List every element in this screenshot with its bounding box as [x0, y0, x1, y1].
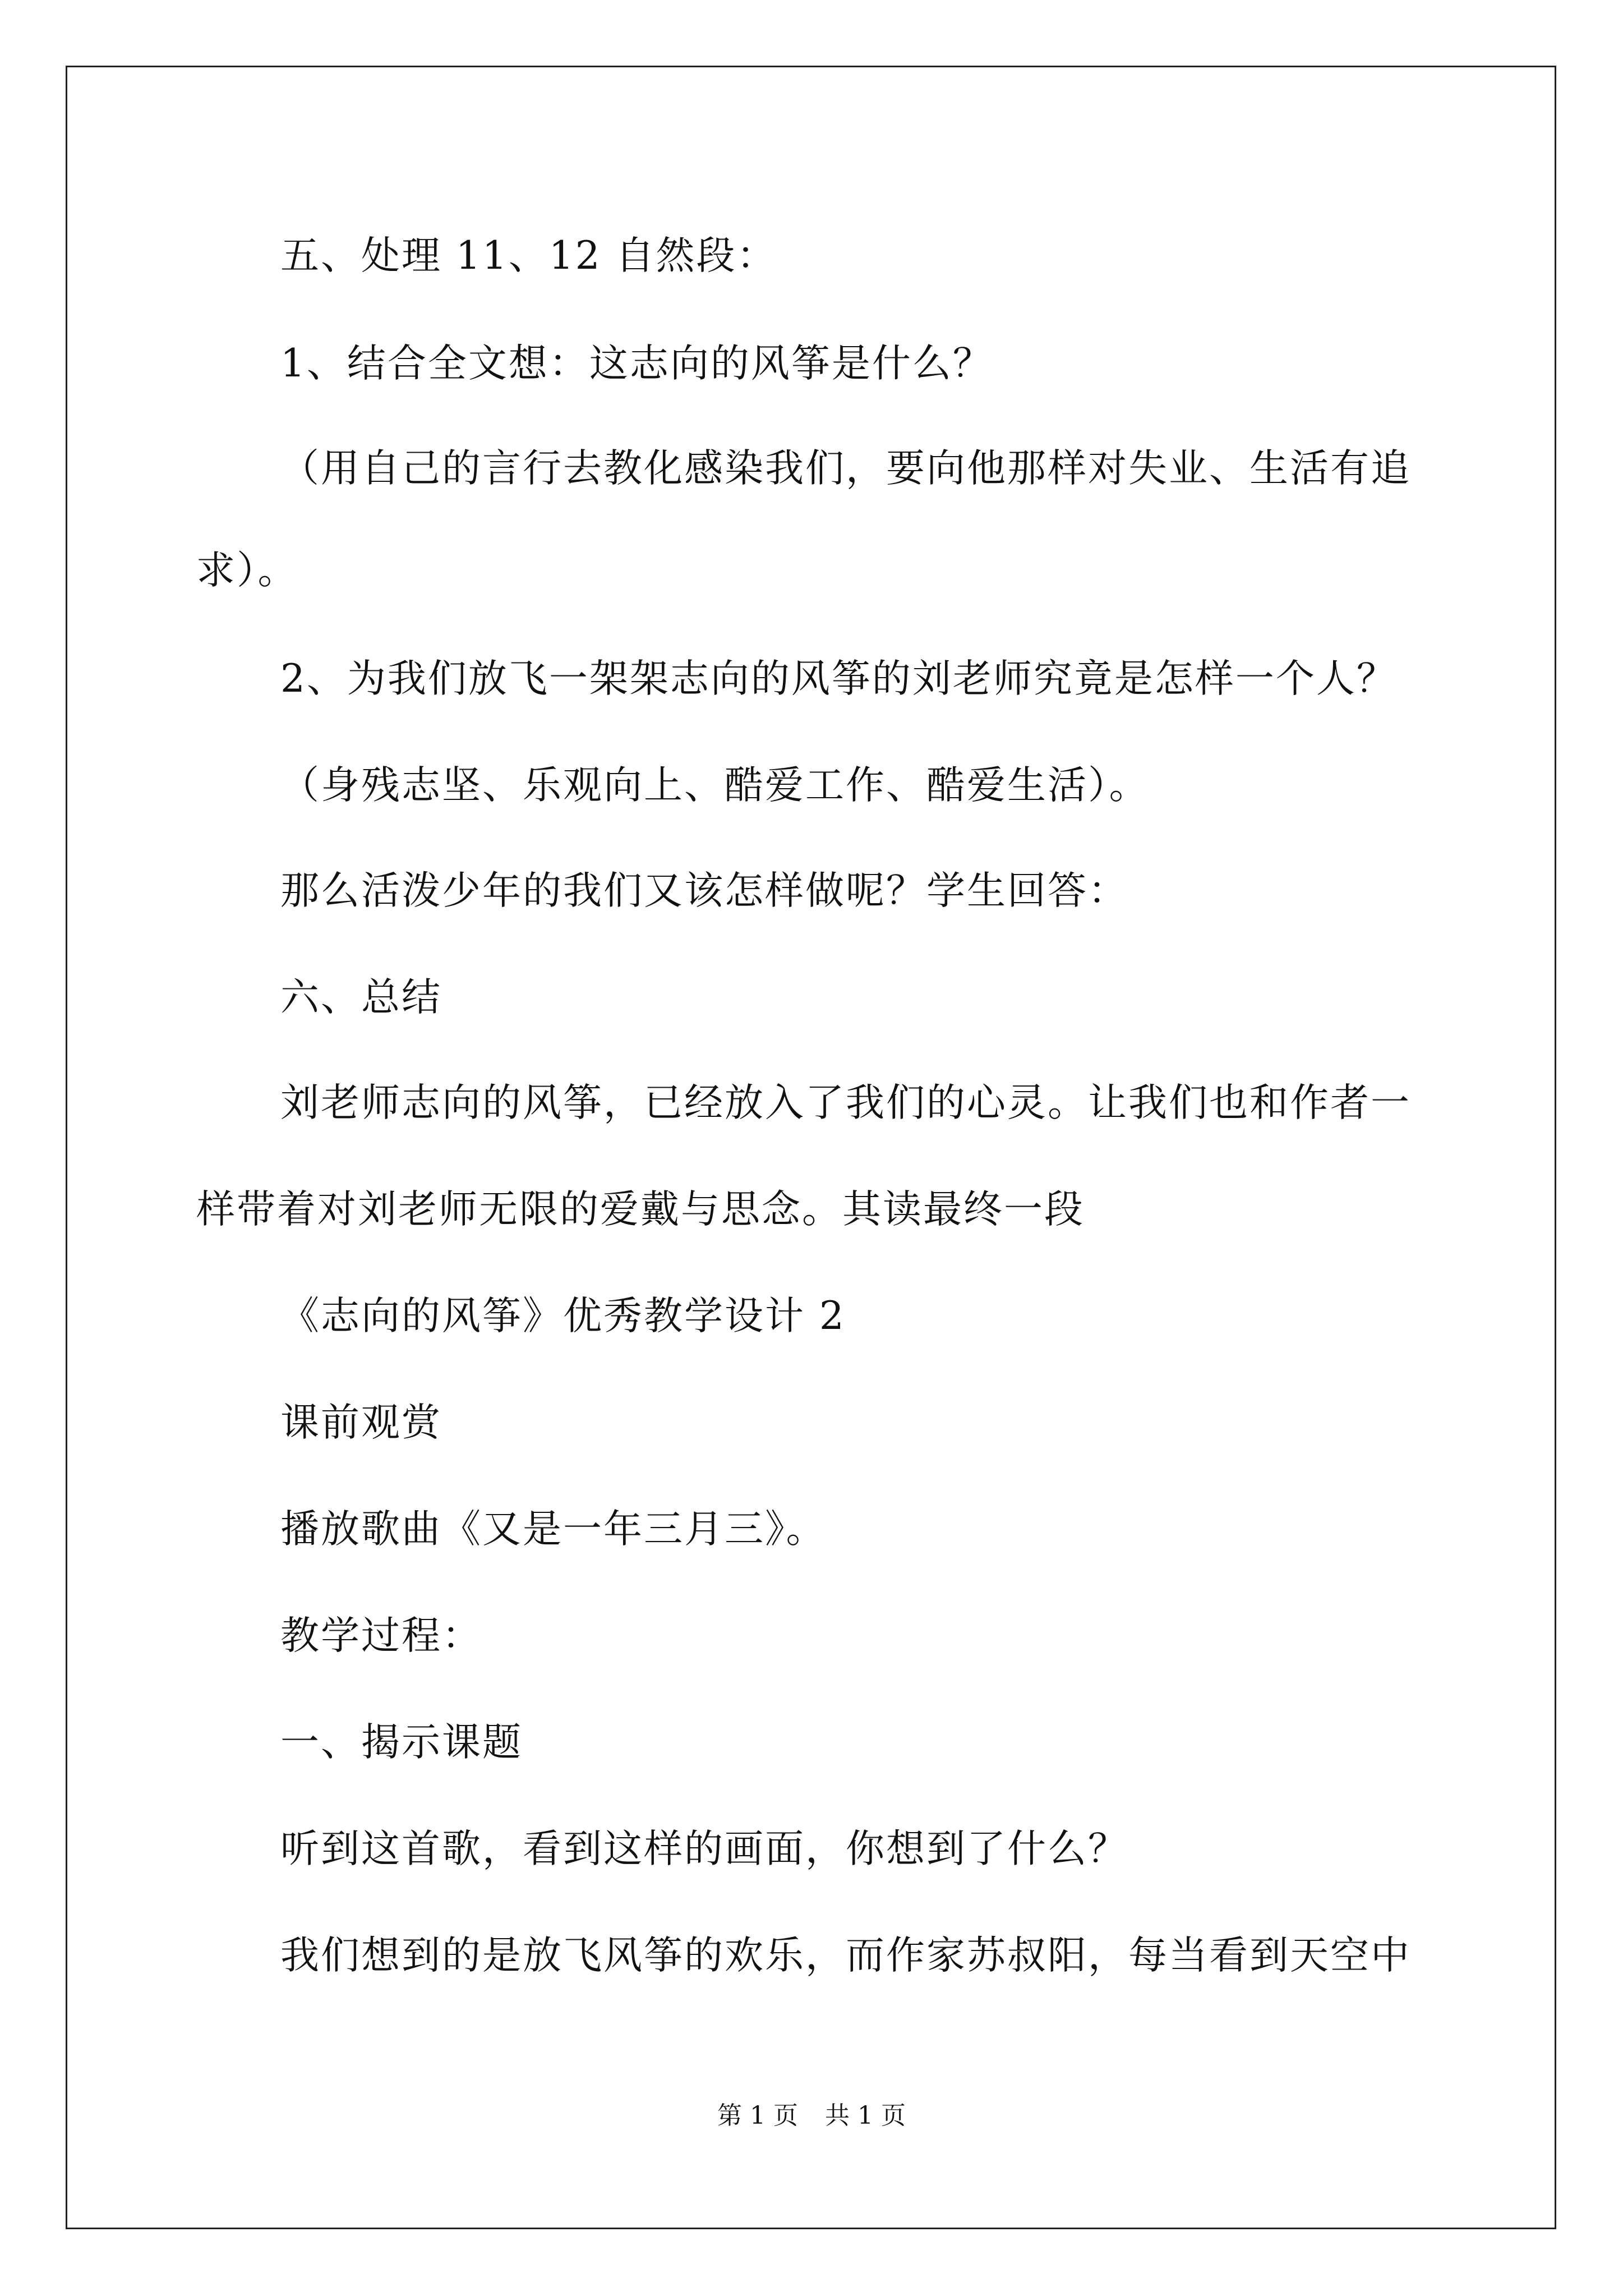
question-1: 1、结合全文想：这志向的风筝是什么？ [280, 341, 993, 386]
song-instruction: 播放歌曲《又是一年三月三》。 [280, 1507, 827, 1552]
answer-1-line-2: 求）。 [196, 548, 298, 593]
page-footer [0, 2099, 1623, 2133]
answer-2: （身残志坚、乐观向上、酷爱工作、酷爱生活）。 [280, 763, 1150, 808]
answer-1-line-1: （用自己的言行去教化感染我们，要向他那样对失业、生活有追 [280, 446, 1411, 491]
current-page-label: 第 1 页 [717, 2101, 798, 2130]
intro-question: 听到这首歌，看到这样的画面，你想到了什么？ [280, 1826, 1128, 1871]
design-title: 《志向的风筝》优秀教学设计 2 [280, 1294, 846, 1338]
follow-up-question: 那么活泼少年的我们又该怎样做呢？学生回答： [280, 868, 1128, 913]
section-heading-6: 六、总结 [280, 975, 442, 1020]
intro-paragraph: 我们想到的是放飞风筝的欢乐，而作家苏叔阳，每当看到天空中 [280, 1933, 1411, 1978]
total-pages-label: 共 1 页 [825, 2101, 906, 2130]
section-heading-1: 一、揭示课题 [280, 1720, 523, 1765]
process-heading: 教学过程： [280, 1613, 482, 1658]
section-heading-5: 五、处理 11、12 自然段： [280, 233, 777, 278]
summary-line-2: 样带着对刘老师无限的爱戴与思念。其读最终一段 [196, 1187, 1085, 1232]
pre-class-heading: 课前观赏 [280, 1400, 442, 1445]
question-2: 2、为我们放飞一架架志向的风筝的刘老师究竟是怎样一个人？ [280, 656, 1397, 701]
summary-line-1: 刘老师志向的风筝，已经放入了我们的心灵。让我们也和作者一 [280, 1080, 1411, 1125]
